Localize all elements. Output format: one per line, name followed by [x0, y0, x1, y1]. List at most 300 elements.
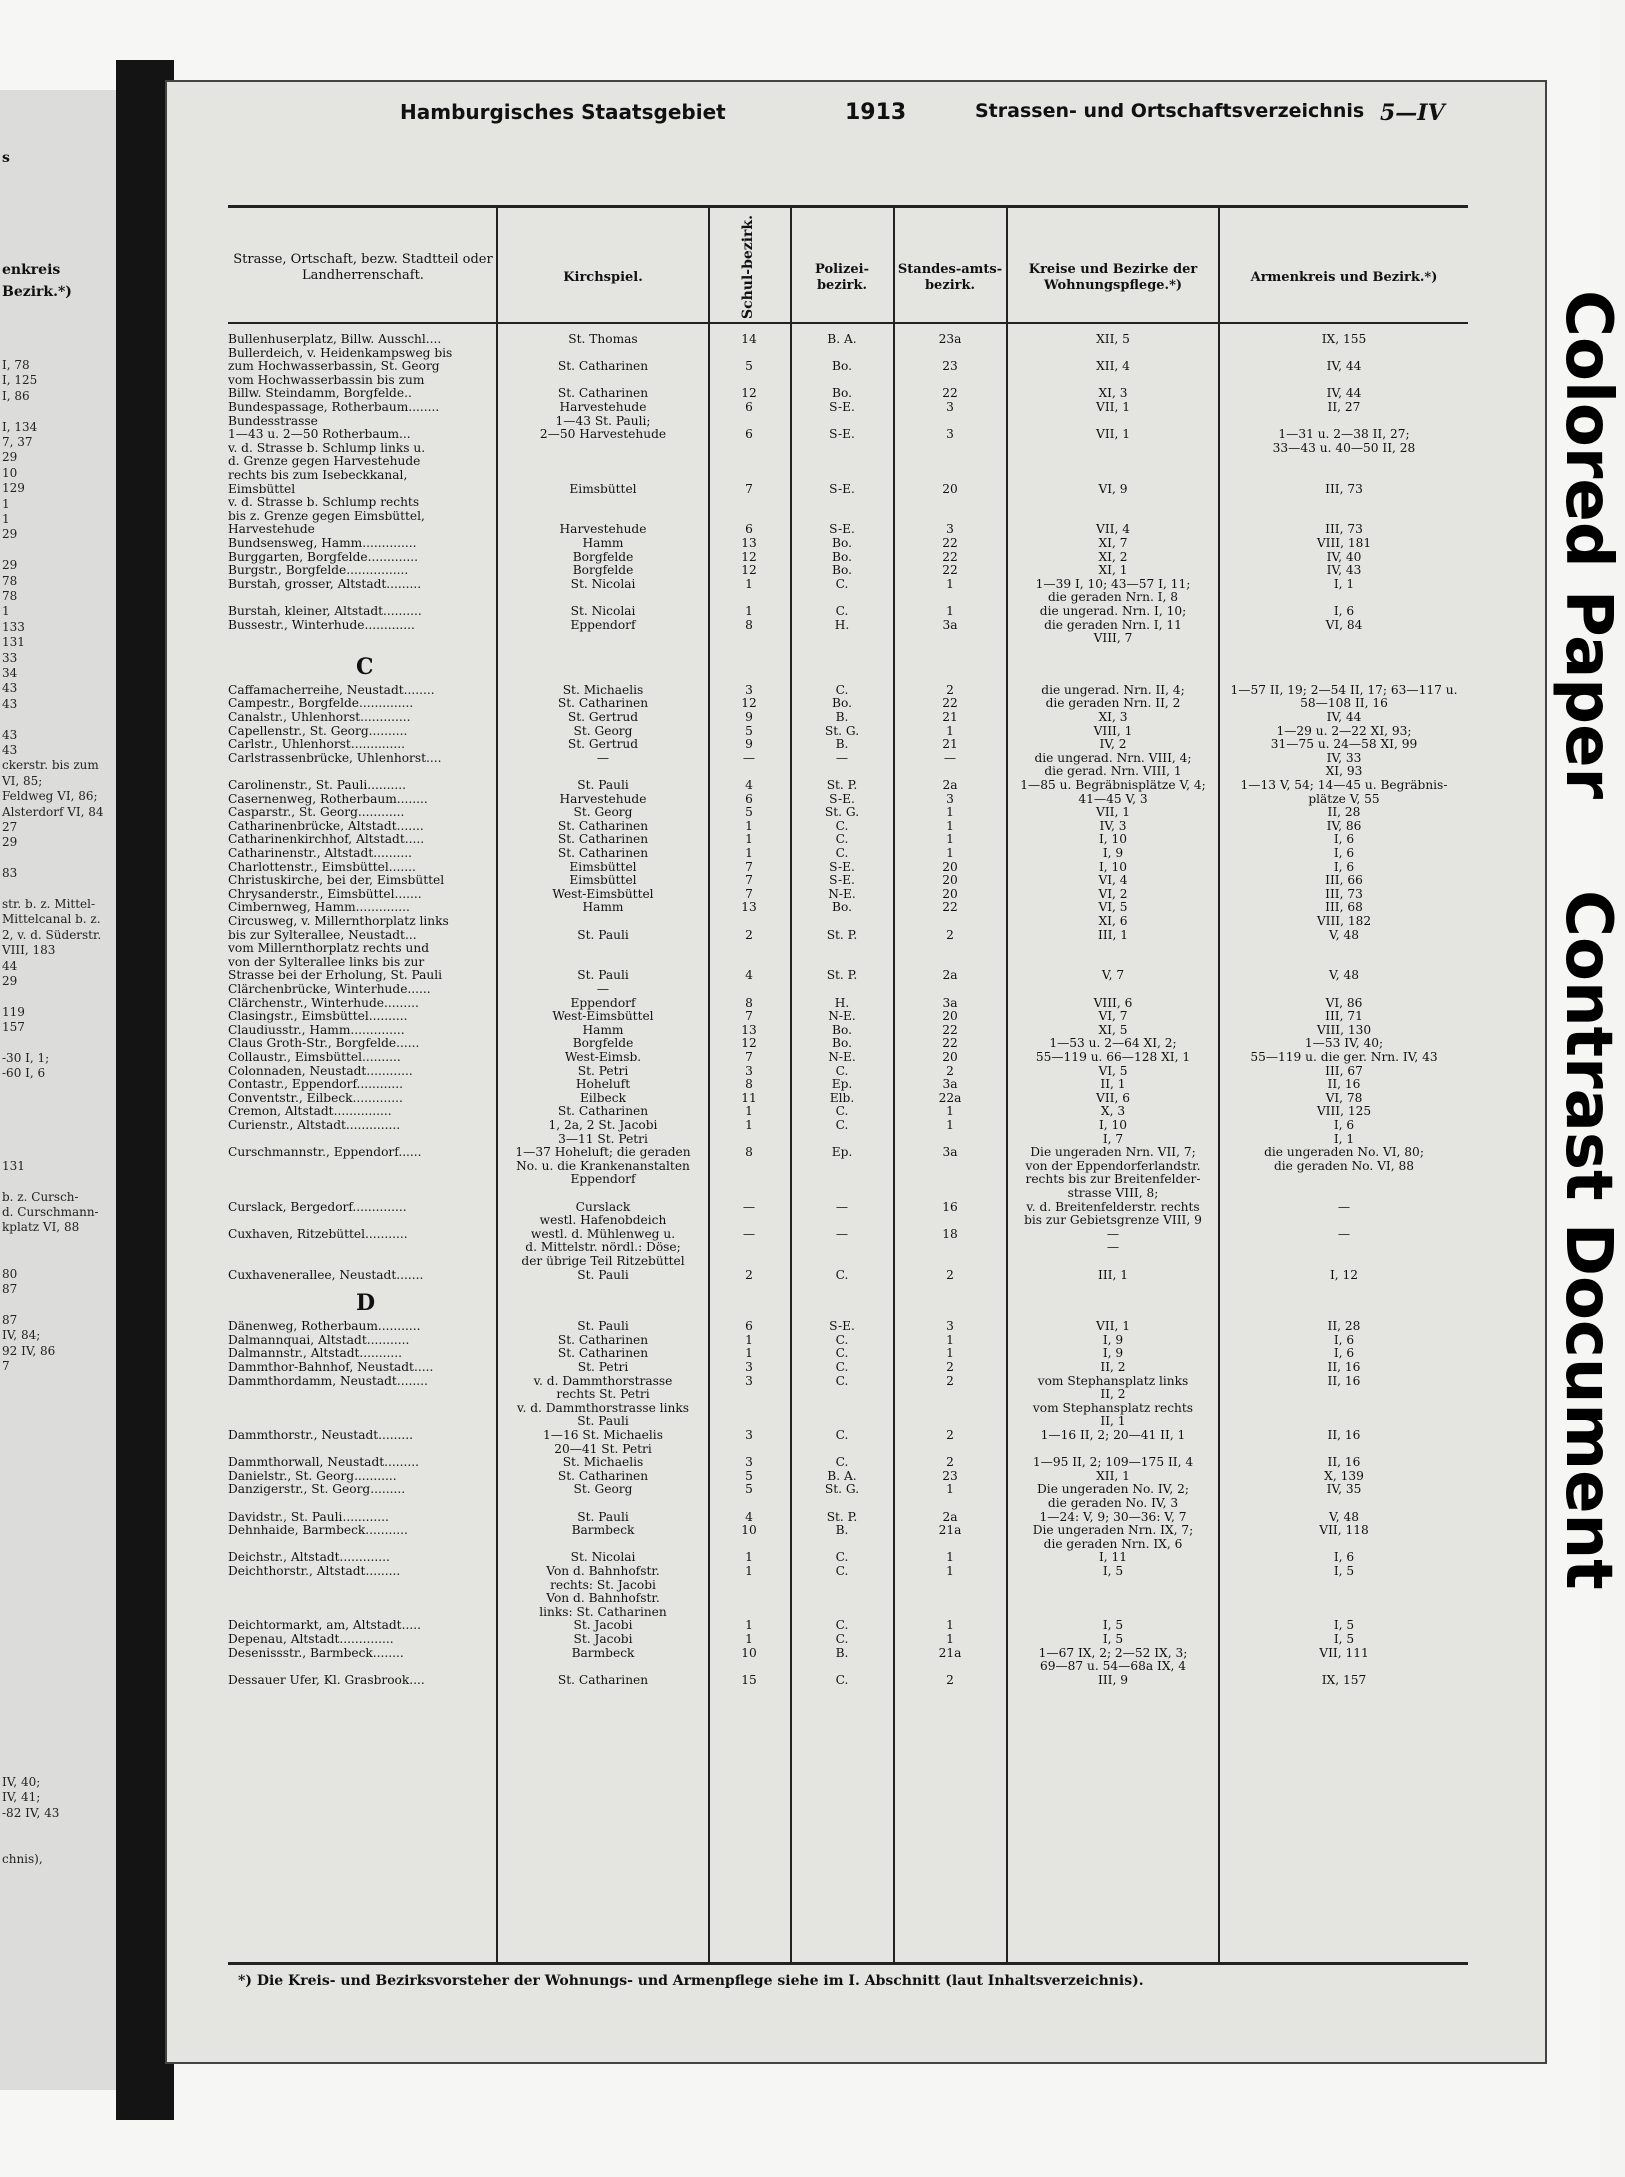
- cell-schulbezirk: 8: [745, 995, 753, 1010]
- cell-schulbezirk: 6: [745, 1319, 753, 1334]
- cell-polizeibezirk: —: [835, 750, 849, 765]
- cell-standesamt: 1: [946, 604, 954, 618]
- cell-armenkreis: die ungeraden No. VI, 80;: [1264, 1145, 1424, 1160]
- cell-standesamt: 22: [942, 563, 958, 578]
- cell-street: Charlottenstr., Eimsbüttel.......: [228, 859, 416, 874]
- cell-street: Bussestr., Winterhude.............: [228, 617, 415, 632]
- cell-schulbezirk: 1: [745, 846, 753, 860]
- left-page-line: -60 I, 6: [2, 1066, 46, 1081]
- cell-standesamt: 21a: [938, 1645, 962, 1660]
- header-page-number: 5—IV: [1380, 100, 1445, 126]
- cell-armenkreis: V, 48: [1329, 1509, 1359, 1524]
- cell-schulbezirk: 12: [741, 386, 757, 401]
- cell-street: Depenau, Altstadt..............: [228, 1632, 394, 1646]
- cell-armenkreis: 1—31 u. 2—38 II, 27;: [1278, 427, 1410, 442]
- section-letter: C: [356, 653, 374, 680]
- cell-schulbezirk: 8: [745, 1145, 753, 1160]
- cell-schulbezirk: 9: [745, 710, 753, 724]
- cell-street: Conventstr., Eilbeck.............: [228, 1090, 403, 1105]
- cell-street: Bullenhuserplatz, Billw. Ausschl....: [228, 332, 442, 346]
- cell-schulbezirk: 8: [745, 1077, 753, 1092]
- left-page-line: 133: [2, 619, 25, 634]
- cell-armenkreis: III, 66: [1325, 873, 1363, 888]
- cell-armenkreis: XI, 93: [1325, 764, 1363, 779]
- cell-polizeibezirk: C.: [835, 818, 849, 833]
- cell-polizeibezirk: Bo.: [832, 696, 852, 711]
- cell-street: Casernenweg, Rotherbaum........: [228, 791, 428, 806]
- cell-standesamt: 3: [946, 1319, 954, 1334]
- cell-polizeibezirk: N-E.: [828, 886, 856, 901]
- cell-polizeibezirk: Bo.: [832, 1036, 852, 1051]
- cell-schulbezirk: 5: [745, 359, 753, 374]
- cell-standesamt: 23: [942, 359, 958, 374]
- cell-armenkreis: II, 16: [1327, 1428, 1361, 1442]
- cell-polizeibezirk: C.: [835, 846, 849, 860]
- cell-armenkreis: —: [1337, 1199, 1351, 1214]
- left-page-line: Feldweg VI, 86;: [2, 789, 98, 804]
- cell-wohnungspflege: rechts bis zur Breitenfelder-: [1025, 1172, 1201, 1187]
- cell-polizeibezirk: S-E.: [829, 522, 855, 537]
- cell-street: Strasse bei der Erholung, St. Pauli: [228, 968, 443, 983]
- cell-standesamt: 21: [942, 737, 958, 752]
- cell-polizeibezirk: S-E.: [829, 859, 855, 874]
- cell-street: Dammthordamm, Neustadt........: [228, 1373, 428, 1388]
- cell-armenkreis: 55—119 u. die ger. Nrn. IV, 43: [1250, 1050, 1438, 1064]
- cell-schulbezirk: 1: [745, 818, 753, 833]
- cell-kirchspiel: St. Catharinen: [557, 846, 649, 860]
- cell-kirchspiel: Harvestehude: [559, 522, 647, 537]
- left-page-line: 7, 37: [2, 435, 33, 449]
- cell-standesamt: 2: [946, 927, 954, 942]
- page-header: [230, 100, 1470, 126]
- cell-street: Cuxhaven, Ritzebüttel...........: [228, 1226, 408, 1241]
- cell-armenkreis: 1—13 V, 54; 14—45 u. Begräbnis-: [1240, 778, 1448, 792]
- cell-kirchspiel: der übrige Teil Ritzebüttel: [521, 1254, 685, 1268]
- cell-standesamt: 3: [946, 791, 954, 806]
- cell-polizeibezirk: B. A.: [827, 1468, 857, 1483]
- cell-wohnungspflege: 1—95 II, 2; 109—175 II, 4: [1032, 1455, 1194, 1470]
- cell-standesamt: 2a: [942, 778, 958, 792]
- cell-polizeibezirk: H.: [834, 995, 850, 1010]
- left-page-line: ckerstr. bis zum: [2, 758, 99, 773]
- cell-standesamt: 1: [946, 1482, 954, 1497]
- cell-wohnungspflege: die ungerad. Nrn. I, 10;: [1039, 604, 1187, 618]
- cell-street: Catharinenkirchhof, Altstadt.....: [228, 832, 425, 847]
- cell-polizeibezirk: —: [835, 1226, 849, 1241]
- cell-street: Deichstr., Altstadt.............: [228, 1550, 390, 1565]
- cell-standesamt: 20: [942, 1009, 958, 1024]
- cell-wohnungspflege: II, 2: [1100, 1387, 1126, 1402]
- cell-wohnungspflege: VIII, 6: [1093, 995, 1133, 1010]
- cell-polizeibezirk: Ep.: [831, 1145, 853, 1160]
- cell-armenkreis: 1—29 u. 2—22 XI, 93;: [1276, 723, 1412, 738]
- left-page-line: 34: [2, 666, 18, 680]
- cell-kirchspiel: St. Gertrud: [567, 710, 639, 724]
- left-page-line: I, 86: [2, 388, 30, 403]
- left-page-line: d. Curschmann-: [2, 1205, 99, 1219]
- cell-wohnungspflege: III, 9: [1098, 1672, 1128, 1687]
- cell-armenkreis: I, 6: [1333, 1332, 1355, 1347]
- cell-armenkreis: I, 1: [1333, 576, 1355, 591]
- cell-kirchspiel: St. Michaelis: [562, 1455, 644, 1470]
- cell-street: Dessauer Ufer, Kl. Grasbrook....: [228, 1672, 425, 1687]
- left-page-line: 157: [2, 1020, 25, 1035]
- left-page-line: -82 IV, 43: [2, 1805, 60, 1820]
- col-header-wohnungspflege: Kreise und Bezirke der Wohnungspflege.*): [1028, 261, 1198, 293]
- cell-polizeibezirk: C.: [835, 1267, 849, 1282]
- cell-armenkreis: II, 28: [1327, 1319, 1361, 1334]
- left-page-line: 33: [2, 650, 18, 665]
- cell-kirchspiel: St. Petri: [577, 1063, 629, 1078]
- cell-wohnungspflege: IV, 3: [1099, 818, 1127, 833]
- cell-street: rechts bis zum Isebeckkanal,: [228, 468, 408, 482]
- left-page-line: 7: [2, 1359, 10, 1373]
- cell-schulbezirk: 12: [741, 1036, 757, 1051]
- left-page-line: str. b. z. Mittel-: [2, 897, 96, 911]
- cell-wohnungspflege: die gerad. Nrn. VIII, 1: [1044, 764, 1182, 779]
- cell-standesamt: 1: [946, 1550, 954, 1565]
- cell-wohnungspflege: Die ungeraden No. IV, 2;: [1037, 1482, 1189, 1497]
- cell-polizeibezirk: N-E.: [828, 1050, 856, 1064]
- cell-armenkreis: II, 28: [1327, 805, 1361, 820]
- cell-polizeibezirk: C.: [835, 682, 849, 697]
- cell-polizeibezirk: St. P.: [826, 968, 858, 983]
- side-banner-part1: Colored Paper: [1551, 290, 1625, 800]
- cell-wohnungspflege: Die ungeraden Nrn. VII, 7;: [1030, 1145, 1196, 1160]
- cell-polizeibezirk: S-E.: [829, 873, 855, 888]
- cell-street: Claudiusstr., Hamm..............: [228, 1022, 405, 1037]
- cell-polizeibezirk: C.: [835, 1550, 849, 1565]
- cell-wohnungspflege: VII, 1: [1096, 1319, 1130, 1334]
- cell-street: Canalstr., Uhlenhorst.............: [228, 710, 411, 724]
- cell-standesamt: 1: [946, 1632, 954, 1646]
- cell-standesamt: 2: [946, 1063, 954, 1078]
- cell-kirchspiel: Hamm: [582, 536, 624, 550]
- cell-polizeibezirk: Ep.: [831, 1077, 853, 1092]
- cell-polizeibezirk: B.: [835, 1645, 849, 1660]
- bottom-rule: [228, 1962, 1468, 1965]
- cell-kirchspiel: 1—43 St. Pauli;: [555, 413, 651, 428]
- cell-street: Billw. Steindamm, Borgfelde..: [228, 386, 412, 401]
- cell-kirchspiel: St. Catharinen: [557, 386, 649, 401]
- col-header-street: Strasse, Ortschaft, bezw. Stadtteil oder Landherrenschaft.: [233, 251, 493, 283]
- cell-schulbezirk: 11: [741, 1090, 757, 1105]
- cell-schulbezirk: 3: [745, 682, 753, 697]
- cell-kirchspiel: St. Pauli: [577, 968, 629, 983]
- cell-schulbezirk: 5: [745, 723, 753, 738]
- left-page-heading: Bezirk.*): [2, 284, 72, 300]
- cell-schulbezirk: 1: [745, 576, 753, 591]
- section-letter: D: [356, 1290, 376, 1317]
- cell-armenkreis: VI, 86: [1325, 995, 1363, 1010]
- cell-street: Contastr., Eppendorf............: [228, 1077, 404, 1092]
- left-page-line: 1: [2, 496, 10, 511]
- cell-polizeibezirk: St. G.: [824, 805, 860, 820]
- cell-street: Eimsbüttel: [228, 481, 296, 496]
- cell-street: Deichthorstr., Altstadt.........: [228, 1564, 401, 1578]
- cell-standesamt: 2a: [942, 968, 958, 983]
- cell-polizeibezirk: B.: [835, 710, 849, 724]
- cell-standesamt: 1: [946, 832, 954, 847]
- left-page-line: 29: [2, 835, 18, 850]
- cell-schulbezirk: 3: [745, 1373, 753, 1388]
- cell-armenkreis: I, 12: [1329, 1267, 1359, 1282]
- cell-standesamt: 3a: [942, 995, 958, 1010]
- cell-street: Carlstrassenbrücke, Uhlenhorst....: [228, 750, 442, 765]
- cell-wohnungspflege: die geraden Nrn. I, 11: [1044, 617, 1182, 632]
- cell-schulbezirk: 1: [745, 604, 753, 618]
- cell-wohnungspflege: II, 2: [1100, 1360, 1126, 1374]
- cell-armenkreis: plätze V, 55: [1308, 791, 1380, 806]
- cell-schulbezirk: —: [742, 750, 756, 765]
- cell-wohnungspflege: I, 10: [1098, 832, 1128, 847]
- cell-standesamt: 1: [946, 1332, 954, 1347]
- cell-wohnungspflege: 1—85 u. Begräbnisplätze V, 4;: [1020, 778, 1206, 792]
- cell-polizeibezirk: C.: [835, 1063, 849, 1078]
- cell-schulbezirk: 1: [745, 1332, 753, 1347]
- cell-armenkreis: IV, 40: [1326, 549, 1362, 564]
- cell-polizeibezirk: S-E.: [829, 400, 855, 414]
- cell-street: Dammthor-Bahnhof, Neustadt.....: [228, 1360, 434, 1374]
- cell-schulbezirk: 12: [741, 696, 757, 711]
- cell-standesamt: 23a: [938, 332, 962, 346]
- cell-standesamt: 20: [942, 873, 958, 888]
- cell-street: Cimbernweg, Hamm..............: [228, 900, 410, 915]
- cell-wohnungspflege: I, 9: [1102, 1332, 1124, 1347]
- cell-street: bis zur Sylterallee, Neustadt...: [228, 927, 417, 942]
- cell-armenkreis: IV, 33: [1326, 750, 1362, 765]
- cell-wohnungspflege: XII, 4: [1096, 359, 1130, 374]
- cell-kirchspiel: Eimsbüttel: [569, 859, 637, 874]
- cell-armenkreis: VII, 118: [1319, 1523, 1369, 1538]
- cell-wohnungspflege: I, 9: [1102, 1346, 1124, 1361]
- cell-kirchspiel: Barmbeck: [571, 1523, 635, 1538]
- col-header-armenkreis: Armenkreis und Bezirk.*): [1250, 269, 1438, 285]
- cell-schulbezirk: 3: [745, 1455, 753, 1470]
- cell-kirchspiel: Barmbeck: [571, 1645, 635, 1660]
- cell-polizeibezirk: Bo.: [832, 1022, 852, 1037]
- cell-polizeibezirk: N-E.: [828, 1009, 856, 1024]
- cell-kirchspiel: West-Eimsbüttel: [552, 1009, 654, 1024]
- cell-armenkreis: IV, 44: [1326, 359, 1362, 374]
- col-header-kirchspiel: Kirchspiel.: [563, 269, 643, 285]
- cell-wohnungspflege: II, 1: [1100, 1414, 1126, 1429]
- cell-street: vom Millernthorplatz rechts und: [228, 941, 430, 956]
- left-page-line: 29: [2, 974, 18, 988]
- left-page-line: 1: [2, 512, 10, 526]
- cell-wohnungspflege: 1—39 I, 10; 43—57 I, 11;: [1035, 576, 1191, 591]
- cell-standesamt: 2: [946, 1360, 954, 1374]
- cell-kirchspiel: Harvestehude: [559, 791, 647, 806]
- left-page-line: 131: [2, 1158, 25, 1173]
- cell-wohnungspflege: v. d. Breitenfelderstr. rechts: [1026, 1199, 1200, 1214]
- cell-polizeibezirk: C.: [835, 604, 849, 618]
- cell-street: d. Grenze gegen Harvestehude: [228, 454, 421, 469]
- cell-kirchspiel: Borgfelde: [572, 563, 634, 578]
- cell-kirchspiel: v. d. Dammthorstrasse links: [517, 1400, 689, 1415]
- cell-schulbezirk: 3: [745, 1428, 753, 1442]
- cell-armenkreis: 33—43 u. 40—50 II, 28: [1272, 440, 1416, 455]
- cell-kirchspiel: St. Catharinen: [557, 832, 649, 847]
- left-page-line: I, 134: [2, 419, 38, 434]
- cell-kirchspiel: St. Georg: [573, 1482, 633, 1497]
- cell-kirchspiel: West-Eimsb.: [564, 1050, 642, 1064]
- cell-kirchspiel: Hamm: [582, 1022, 624, 1037]
- left-page-heading: enkreis: [2, 262, 61, 278]
- left-page-line: 29: [2, 558, 18, 573]
- cell-polizeibezirk: S-E.: [829, 427, 855, 442]
- cell-standesamt: 22: [942, 386, 958, 401]
- cell-kirchspiel: St. Georg: [573, 723, 633, 738]
- cell-wohnungspflege: XII, 5: [1096, 332, 1130, 346]
- cell-street: Clärchenbrücke, Winterhude......: [228, 982, 431, 996]
- cell-armenkreis: III, 68: [1325, 900, 1363, 915]
- cell-street: Harvestehude: [228, 522, 315, 537]
- cell-street: Colonnaden, Neustadt............: [228, 1063, 413, 1078]
- cell-schulbezirk: 10: [741, 1645, 757, 1660]
- cell-kirchspiel: St. Jacobi: [573, 1618, 633, 1633]
- left-page-line: 92 IV, 86: [2, 1343, 56, 1358]
- cell-schulbezirk: 2: [745, 1267, 753, 1282]
- cell-polizeibezirk: —: [835, 1199, 849, 1214]
- cell-polizeibezirk: Bo.: [832, 900, 852, 915]
- cell-kirchspiel: 1—16 St. Michaelis: [543, 1428, 663, 1442]
- cell-kirchspiel: Eppendorf: [570, 1172, 636, 1187]
- cell-kirchspiel: Eppendorf: [570, 617, 636, 632]
- cell-standesamt: 3: [946, 427, 954, 442]
- cell-street: Carlstr., Uhlenhorst..............: [228, 737, 406, 752]
- left-page-line: 43: [2, 727, 18, 742]
- cell-wohnungspflege: VIII, 1: [1093, 723, 1133, 738]
- cell-wohnungspflege: I, 5: [1102, 1618, 1124, 1633]
- left-page-line: b. z. Cursch-: [2, 1189, 79, 1204]
- cell-schulbezirk: 7: [745, 873, 753, 888]
- cell-schulbezirk: 1: [745, 832, 753, 847]
- cell-kirchspiel: Hamm: [582, 900, 624, 915]
- cell-armenkreis: I, 5: [1333, 1618, 1355, 1633]
- cell-wohnungspflege: III, 1: [1098, 927, 1128, 942]
- cell-kirchspiel: No. u. die Krankenanstalten: [516, 1158, 690, 1173]
- cell-wohnungspflege: 69—87 u. 54—68a IX, 4: [1039, 1659, 1186, 1674]
- cell-wohnungspflege: XI, 2: [1098, 549, 1128, 564]
- cell-armenkreis: IX, 155: [1321, 332, 1367, 346]
- left-page-line: 27: [2, 820, 18, 834]
- cell-kirchspiel: St. Gertrud: [567, 737, 639, 752]
- cell-polizeibezirk: B. A.: [827, 332, 857, 346]
- cell-standesamt: 1: [946, 1118, 954, 1132]
- column-header-rule: [228, 322, 1468, 324]
- cell-wohnungspflege: I, 5: [1102, 1564, 1124, 1578]
- cell-schulbezirk: 12: [741, 549, 757, 564]
- left-page-line: 78: [2, 589, 18, 603]
- cell-kirchspiel: St. Pauli: [577, 1267, 629, 1282]
- cell-kirchspiel: St. Catharinen: [557, 1346, 649, 1361]
- left-page-line: IV, 84;: [2, 1328, 41, 1343]
- cell-street: Deichtormarkt, am, Altstadt.....: [228, 1618, 421, 1633]
- cell-kirchspiel: St. Catharinen: [557, 1468, 649, 1483]
- cell-kirchspiel: Von d. Bahnhofstr.: [546, 1591, 660, 1606]
- cell-schulbezirk: 5: [745, 1482, 753, 1497]
- cell-wohnungspflege: XI, 1: [1098, 563, 1128, 578]
- left-page-line: I, 78: [2, 358, 30, 372]
- cell-armenkreis: IV, 86: [1326, 818, 1362, 833]
- header-rule: [228, 205, 1468, 208]
- cell-schulbezirk: 13: [741, 536, 757, 550]
- cell-schulbezirk: 4: [745, 968, 753, 983]
- left-page-line: 80: [2, 1266, 18, 1281]
- cell-street: Davidstr., St. Pauli............: [228, 1509, 389, 1524]
- cell-armenkreis: V, 48: [1329, 968, 1359, 983]
- cell-wohnungspflege: 1—67 IX, 2; 2—52 IX, 3;: [1038, 1645, 1188, 1660]
- cell-street: Burstah, kleiner, Altstadt..........: [228, 604, 422, 618]
- cell-standesamt: 2: [946, 1373, 954, 1388]
- cell-wohnungspflege: VI, 4: [1098, 873, 1128, 888]
- cell-schulbezirk: —: [742, 1199, 756, 1214]
- cell-armenkreis: —: [1337, 1226, 1351, 1241]
- left-page-line: 1: [2, 604, 10, 619]
- cell-wohnungspflege: die geraden Nrn. I, 8: [1047, 590, 1179, 605]
- cell-kirchspiel: 3—11 St. Petri: [558, 1131, 648, 1146]
- cell-polizeibezirk: St. P.: [826, 1509, 858, 1524]
- cell-wohnungspflege: die geraden Nrn. IX, 6: [1043, 1536, 1183, 1551]
- cell-armenkreis: I, 5: [1333, 1564, 1355, 1578]
- cell-armenkreis: IV, 44: [1326, 710, 1362, 724]
- cell-street: Collaustr., Eimsbüttel..........: [228, 1050, 401, 1064]
- cell-kirchspiel: Eppendorf: [570, 995, 636, 1010]
- cell-kirchspiel: rechts St. Petri: [556, 1387, 650, 1402]
- cell-polizeibezirk: C.: [835, 1618, 849, 1633]
- cell-street: bis z. Grenze gegen Eimsbüttel,: [228, 508, 425, 523]
- cell-standesamt: 2: [946, 1428, 954, 1442]
- left-page-line: 87: [2, 1312, 18, 1327]
- cell-armenkreis: X, 139: [1324, 1468, 1364, 1483]
- cell-wohnungspflege: XI, 6: [1098, 914, 1128, 928]
- cell-polizeibezirk: C.: [835, 1346, 849, 1361]
- cell-wohnungspflege: VI, 5: [1098, 1063, 1128, 1078]
- cell-wohnungspflege: I, 7: [1102, 1131, 1124, 1146]
- left-page-line: Mittelcanal b. z.: [2, 912, 101, 927]
- left-page-line: 43: [2, 743, 18, 757]
- cell-standesamt: 22: [942, 1036, 958, 1051]
- cell-armenkreis: II, 27: [1327, 400, 1361, 414]
- cell-wohnungspflege: VI, 7: [1098, 1009, 1128, 1024]
- cell-street: Bundsensweg, Hamm..............: [228, 536, 417, 550]
- cell-schulbezirk: 6: [745, 791, 753, 806]
- cell-kirchspiel: Eimsbüttel: [569, 873, 637, 888]
- cell-standesamt: 3: [946, 522, 954, 537]
- cell-schulbezirk: 5: [745, 1468, 753, 1483]
- cell-schulbezirk: 4: [745, 778, 753, 792]
- cell-polizeibezirk: C.: [835, 1455, 849, 1470]
- cell-polizeibezirk: S-E.: [829, 1319, 855, 1334]
- cell-schulbezirk: 7: [745, 1050, 753, 1064]
- cell-street: von der Sylterallee links bis zur: [228, 954, 425, 969]
- left-page-line: 43: [2, 681, 18, 696]
- cell-wohnungspflege: XII, 1: [1096, 1468, 1130, 1483]
- cell-schulbezirk: 6: [745, 522, 753, 537]
- cell-schulbezirk: 4: [745, 1509, 753, 1524]
- left-page-line: 2, v. d. Süderstr.: [2, 927, 102, 942]
- cell-street: Bundesstrasse: [228, 413, 318, 428]
- footnote: *) Die Kreis- und Bezirksvorsteher der Wohnungs- und Armenpflege siehe im I. Abschnitt (laut Inhaltsverzeichnis).: [238, 1973, 1144, 1989]
- cell-wohnungspflege: 41—45 V, 3: [1078, 791, 1148, 806]
- cell-kirchspiel: Borgfelde: [572, 549, 634, 564]
- left-page-line: -30 I, 1;: [2, 1051, 50, 1065]
- cell-wohnungspflege: —: [1106, 1240, 1120, 1255]
- cell-armenkreis: III, 73: [1325, 481, 1363, 496]
- cell-standesamt: 18: [942, 1226, 958, 1241]
- cell-street: Chrysanderstr., Eimsbüttel.......: [228, 886, 422, 901]
